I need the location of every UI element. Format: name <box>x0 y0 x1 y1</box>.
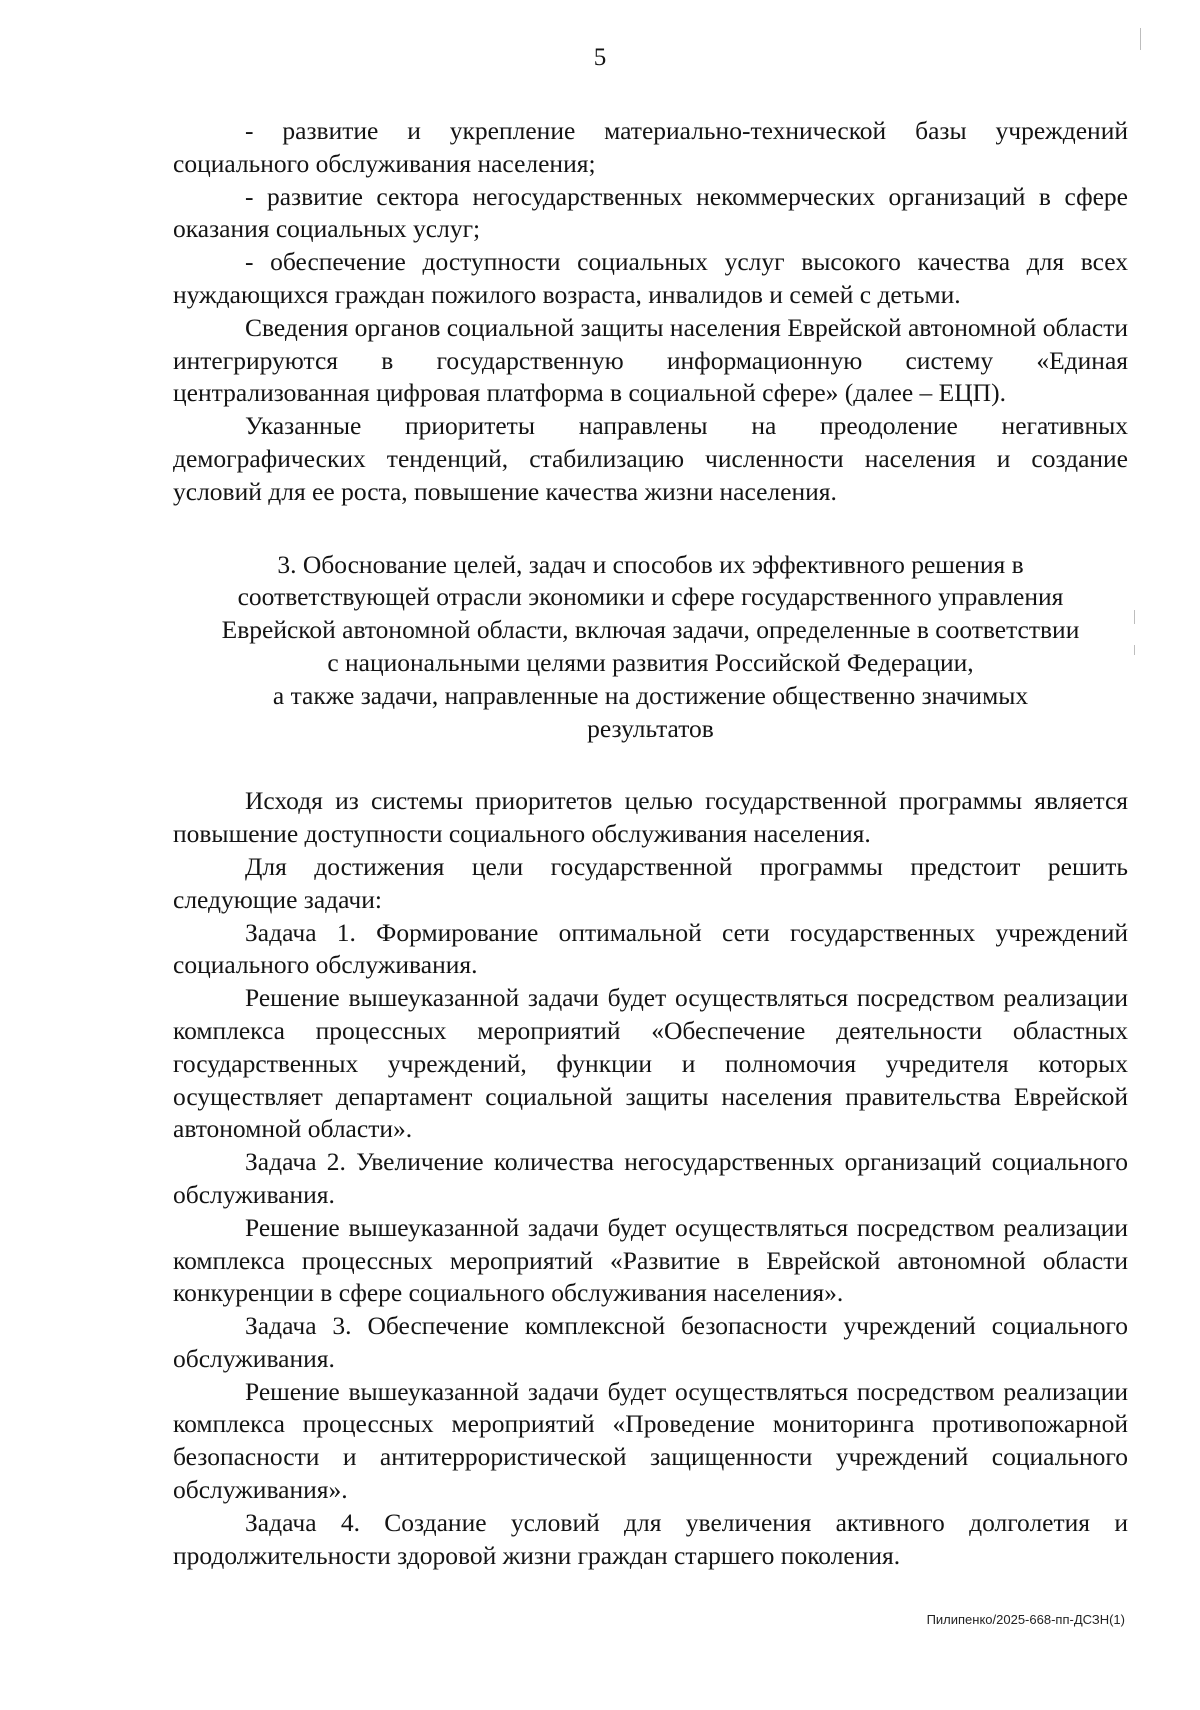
page-number: 5 <box>593 44 607 71</box>
section-heading-line: соответствующей отрасли экономики и сфере государственного управления <box>237 582 1064 612</box>
paragraph: - развитие и укрепление материально-технической базы учреждений социального обслуживания населения; <box>173 116 1128 178</box>
scan-edge-mark <box>1134 610 1135 624</box>
document-reference: Пилипенко/2025-668-пп-ДСЗН(1) <box>926 1612 1125 1627</box>
section-heading-line: с национальными целями развития Российской Федерации, <box>327 647 974 677</box>
task-paragraph: Задача 2. Увеличение количества негосударственных организаций социального обслуживания. <box>173 1147 1128 1209</box>
paragraph: Решение вышеуказанной задачи будет осуществляться посредством реализации комплекса процессных мероприятий «Проведение мониторинга противопожарной безопасности и антитеррористической защищенности учреждений социального обслуживания». <box>173 1376 1128 1505</box>
section-heading-line: Еврейской автономной области, включая задачи, определенные в соответствии <box>221 615 1080 645</box>
task-paragraph: Задача 1. Формирование оптимальной сети государственных учреждений социального обслуживания. <box>173 917 1128 980</box>
scan-edge-mark <box>1134 645 1135 655</box>
paragraph: - обеспечение доступности социальных услуг высокого качества для всех нуждающихся граждан пожилого возраста, инвалидов и семей с детьми. <box>173 247 1128 309</box>
paragraph: Исходя из системы приоритетов целью государственной программы является повышение доступности социального обслуживания населения. <box>173 786 1128 849</box>
paragraph: - развитие сектора негосударственных некоммерческих организаций в сфере оказания социальных услуг; <box>173 181 1128 244</box>
paragraph: Для достижения цели государственной программы предстоит решить следующие задачи: <box>173 851 1128 914</box>
paragraph: Решение вышеуказанной задачи будет осуществляться посредством реализации комплекса процессных мероприятий «Развитие в Еврейской автономной области конкуренции в сфере социального обслуживания населения». <box>173 1212 1128 1308</box>
section-heading-line: а также задачи, направленные на достижение общественно значимых <box>272 680 1029 710</box>
paragraph: Решение вышеуказанной задачи будет осуществляться посредством реализации комплекса процессных мероприятий «Обеспечение деятельности областных государственных учреждений, функции и полномочия учредителя которых осуществляет департамент социальной защиты населения правительства Еврейской автономной области». <box>173 983 1128 1144</box>
task-paragraph: Задача 4. Создание условий для увеличения активного долголетия и продолжительности здоровой жизни граждан старшего поколения. <box>173 1507 1128 1570</box>
paragraph: Сведения органов социальной защиты населения Еврейской автономной области интегрируются в государственную информационную систему «Единая централизованная цифровая платформа в социальной сфере» (далее – ЕЦП). <box>173 312 1128 408</box>
section-heading <box>173 549 1128 746</box>
section-heading-line: результатов <box>587 713 714 743</box>
paragraph: Указанные приоритеты направлены на преодоление негативных демографических тенденций, стабилизацию численности населения и создание условий для ее роста, повышение качества жизни населения. <box>173 411 1128 506</box>
scan-edge-mark <box>1140 28 1141 50</box>
section-heading-line: 3. Обоснование целей, задач и способов их эффективного решения в <box>277 549 1024 579</box>
task-paragraph: Задача 3. Обеспечение комплексной безопасности учреждений социального обслуживания. <box>173 1311 1128 1373</box>
document-body <box>173 115 1128 1572</box>
